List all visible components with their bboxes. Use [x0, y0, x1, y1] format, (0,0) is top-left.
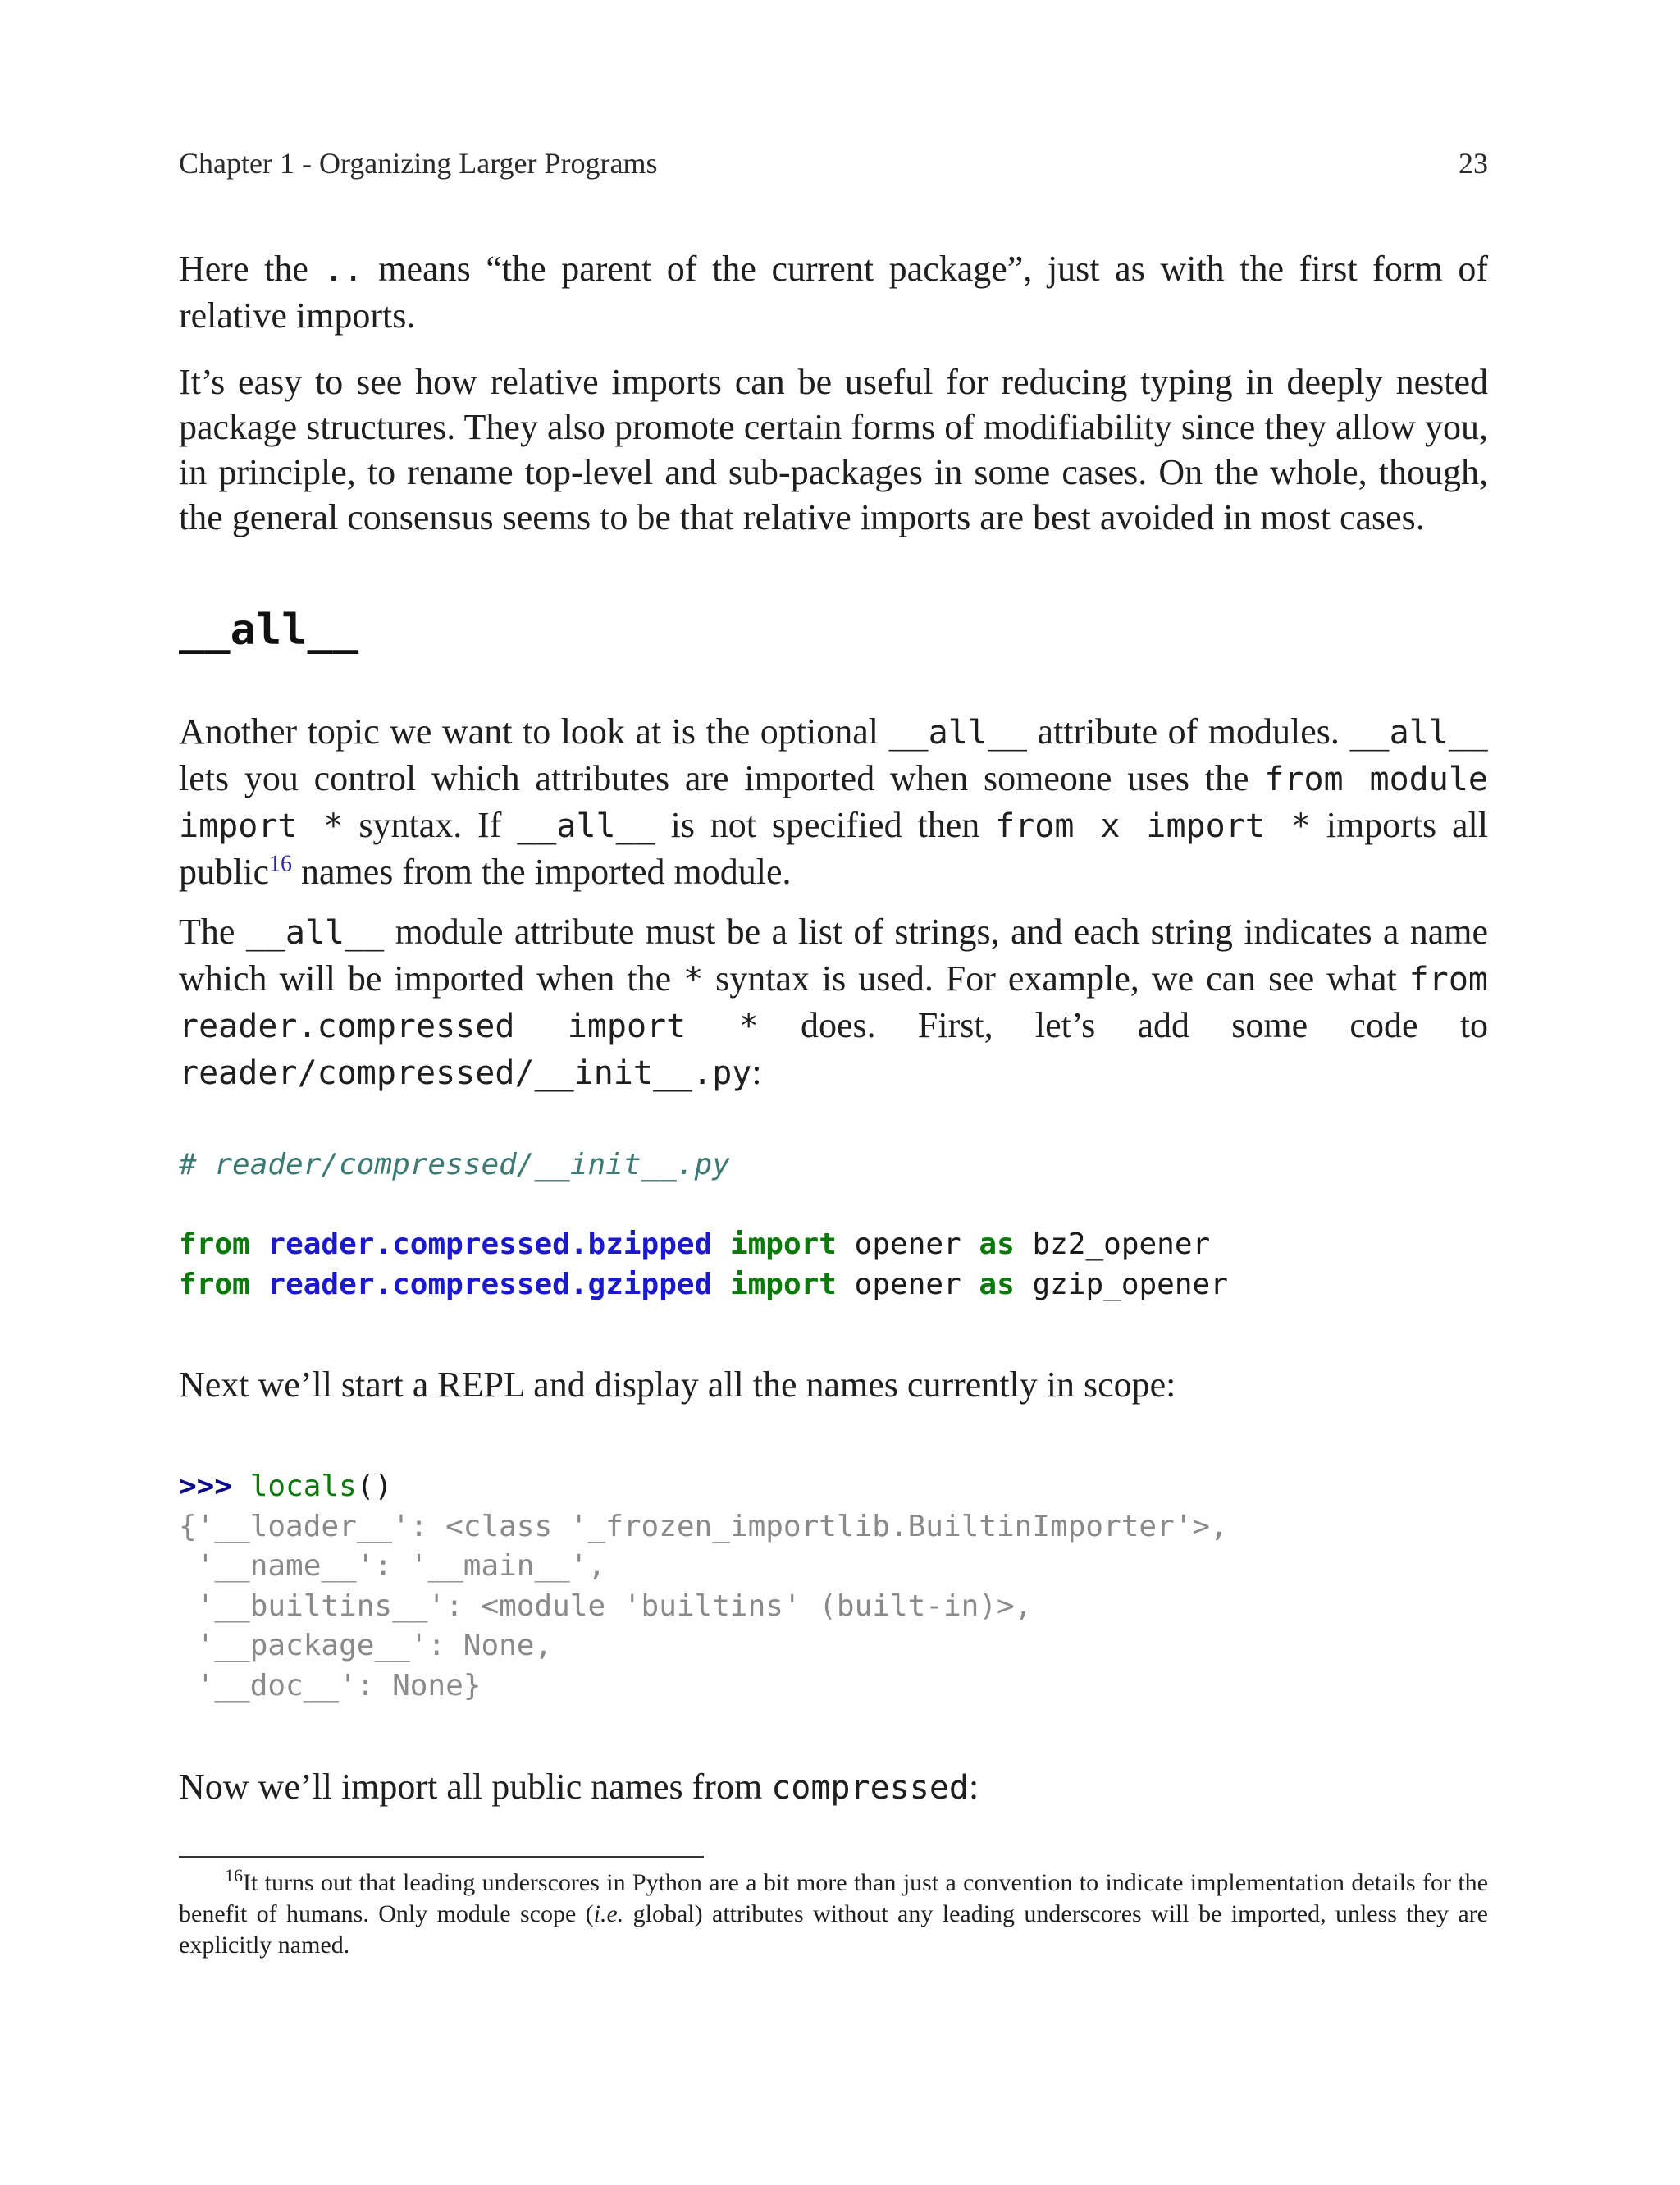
page-number: 23	[1459, 147, 1488, 180]
identifier: opener	[854, 1227, 961, 1261]
text-run: syntax. If	[343, 805, 518, 845]
keyword: import	[729, 1227, 837, 1261]
paragraph-all-intro	[179, 709, 1488, 894]
text-run: global) attributes without any leading underscores will be imported, unless they are explicitly named.	[179, 1900, 1488, 1959]
keyword: as	[979, 1227, 1015, 1261]
text-run: :	[751, 1052, 762, 1092]
identifier: bz2_opener	[1032, 1227, 1211, 1261]
inline-code: from module import *	[179, 761, 1488, 845]
repl-output-line: '__package__': None,	[179, 1629, 553, 1662]
repl-output-line: {'__loader__': <class '_frozen_importlib.BuiltinImporter'>,	[179, 1509, 1228, 1543]
inline-code: ..	[323, 251, 363, 289]
inline-code: compressed	[771, 1769, 970, 1807]
text-run: imports all public	[179, 805, 1488, 892]
code-block-repl-locals	[179, 1467, 1228, 1706]
footnote-16	[179, 1867, 1488, 1961]
code-line	[179, 1470, 392, 1503]
inline-code: __all__	[245, 914, 385, 952]
repl-output-line: '__doc__': None}	[179, 1668, 482, 1703]
parentheses: ()	[356, 1470, 393, 1503]
italic-text: i.e.	[593, 1900, 624, 1927]
keyword: import	[729, 1267, 837, 1301]
module-name: reader.compressed.gzipped	[267, 1267, 713, 1301]
text-run: is not specified then	[655, 805, 996, 845]
inline-code: from reader.compressed import *	[179, 961, 1488, 1045]
paragraph-relative-imports-usefulness: It’s easy to see how relative imports can be useful for reducing typing in deeply nested package structures. They also promote certain forms of modifiability since they allow you, in principle, to rename top-level and sub-packages in some cases. On the whole, though, the general consensus seems to be that relative imports are best avoided in most cases.	[179, 362, 1488, 537]
text-run: syntax is used. For example, we can see what	[703, 958, 1409, 999]
repl-output-line: '__name__': '__main__',	[179, 1549, 606, 1583]
keyword: from	[179, 1267, 250, 1301]
text-run: Another topic we want to look at is the optional	[179, 711, 889, 752]
text-run: Here the	[179, 249, 324, 289]
inline-code: __all__	[888, 714, 1028, 752]
code-line	[179, 1268, 1228, 1301]
code-line	[179, 1227, 1210, 1261]
code-comment: # reader/compressed/__init__.py	[179, 1148, 730, 1182]
text-run: means “the parent of the current package”, just as with the first form of relative imports.	[179, 249, 1488, 336]
inline-code: __all__	[517, 807, 655, 845]
repl-output-line: '__builtins__': <module 'builtins' (built-in)>,	[179, 1588, 1033, 1623]
footnote-separator	[179, 1856, 704, 1858]
text-run: does. First, let’s add some code to	[758, 1005, 1488, 1045]
code-blank-line	[179, 1188, 197, 1222]
paragraph-all-list-of-strings	[179, 909, 1488, 1096]
paragraph-start-repl: Next we’ll start a REPL and display all the names currently in scope:	[179, 1364, 1176, 1405]
paragraph-import-public-names	[179, 1764, 1488, 1811]
keyword: as	[979, 1267, 1015, 1301]
function-call: locals	[249, 1470, 357, 1503]
text-run: names from the imported module.	[291, 852, 792, 892]
keyword: from	[179, 1227, 250, 1261]
identifier: opener	[854, 1267, 961, 1301]
running-header-chapter: Chapter 1 - Organizing Larger Programs	[179, 147, 658, 180]
inline-code: from x import *	[995, 807, 1311, 845]
inline-code: *	[683, 961, 704, 999]
code-block-compressed-init	[179, 1145, 1228, 1305]
text-run: attribute of modules.	[1027, 711, 1350, 752]
paragraph-relative-imports-parent	[179, 246, 1488, 338]
text-run: :	[969, 1767, 979, 1807]
text-run: lets you control which attributes are imported when someone uses the	[179, 758, 1265, 798]
section-heading-all: __all__	[179, 606, 359, 655]
text-run: module attribute must be a list of strings, and each string indicates a name which will be imported when the	[179, 912, 1488, 999]
module-name: reader.compressed.bzipped	[267, 1227, 713, 1261]
footnote-reference[interactable]: 16	[268, 851, 292, 877]
text-run: Now we’ll import all public names from	[179, 1767, 772, 1807]
inline-code: __all__	[1349, 714, 1488, 752]
text-run: It turns out that leading underscores in Python are a bit more than just a convention to indicate implementation details for the benefit of humans. Only module scope (	[179, 1869, 1488, 1927]
footnote-marker: 16	[225, 1865, 243, 1886]
identifier: gzip_opener	[1032, 1267, 1228, 1301]
repl-prompt: >>>	[179, 1470, 233, 1503]
inline-code: reader/compressed/__init__.py	[179, 1054, 752, 1092]
text-run: The	[179, 912, 246, 952]
